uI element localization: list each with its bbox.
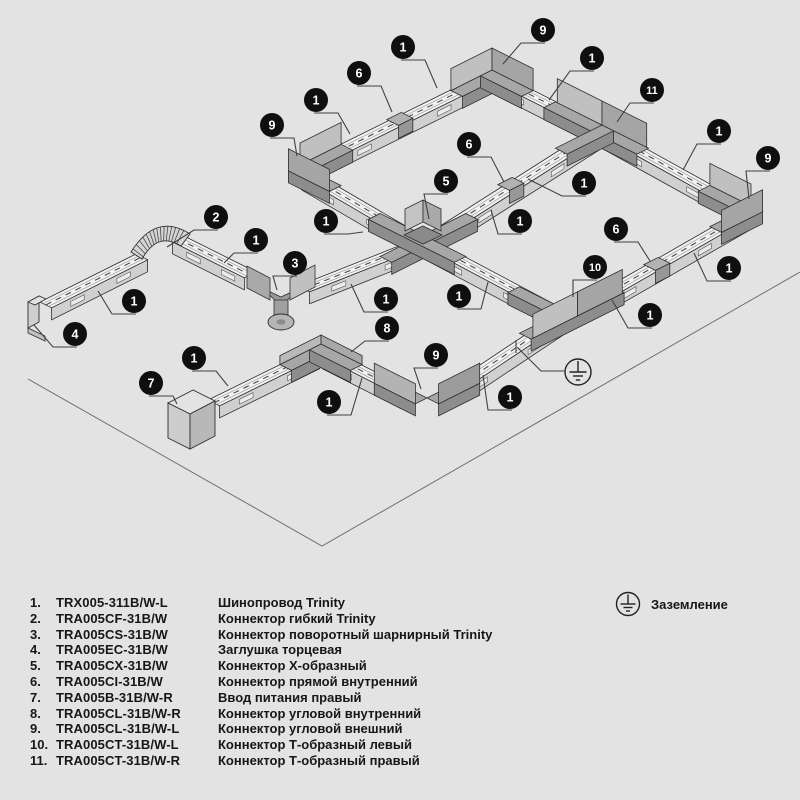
svg-text:1: 1 xyxy=(130,294,138,309)
legend-row xyxy=(30,658,492,674)
callout-balloon-9 xyxy=(531,18,555,42)
legend-item-number: 11. xyxy=(30,752,48,768)
callout-balloon-1 xyxy=(717,256,741,280)
legend-item-code: TRA005CT-31B/W-R xyxy=(56,752,181,768)
callout-balloon-1 xyxy=(498,385,522,409)
callout-balloon-6 xyxy=(347,61,371,85)
legend-item-number: 3. xyxy=(30,626,41,642)
callout-balloon-1 xyxy=(122,289,146,313)
legend-row xyxy=(30,721,492,737)
legend-item-desc: Заглушка торцевая xyxy=(218,642,342,658)
legend-item-number: 7. xyxy=(30,689,41,705)
legend-item-code: TRA005CL-31B/W-L xyxy=(56,721,180,737)
svg-text:6: 6 xyxy=(355,66,363,81)
legend-row xyxy=(30,642,492,658)
svg-text:7: 7 xyxy=(147,376,155,391)
callout-balloon-11 xyxy=(640,78,664,102)
legend-item-code: TRA005B-31B/W-R xyxy=(56,689,173,705)
legend-item-desc: Шинопровод Trinity xyxy=(218,595,346,610)
svg-text:1: 1 xyxy=(516,214,524,229)
connector-plate xyxy=(247,266,270,300)
legend-row xyxy=(30,737,492,753)
legend-item-code: TRX005-311B/W-L xyxy=(56,595,168,610)
callout-balloon-1 xyxy=(572,171,596,195)
swivel-pivot xyxy=(277,319,286,325)
legend-row xyxy=(30,595,492,611)
legend-item-desc: Коннектор угловой внутренний xyxy=(218,705,422,721)
svg-text:9: 9 xyxy=(268,118,276,133)
callout-balloon-7 xyxy=(139,371,163,395)
callout-leader xyxy=(357,86,392,112)
callout-balloon-1 xyxy=(374,287,398,311)
svg-text:1: 1 xyxy=(588,51,596,66)
svg-text:1: 1 xyxy=(312,93,320,108)
callout-leader xyxy=(351,341,389,352)
callout-balloon-10 xyxy=(583,255,607,279)
legend-row xyxy=(30,627,492,643)
legend-item-number: 2. xyxy=(30,610,41,626)
svg-text:10: 10 xyxy=(588,262,602,275)
legend-item-number: 6. xyxy=(30,673,41,689)
legend-item-code: TRA005CX-31B/W xyxy=(56,658,168,674)
legend-row xyxy=(30,690,492,706)
svg-text:1: 1 xyxy=(190,351,198,366)
callout-balloon-9 xyxy=(260,113,284,137)
legend-item-code: TRA005CS-31B/W xyxy=(56,626,168,642)
callout-balloon-9 xyxy=(756,146,780,170)
callout-leader xyxy=(401,60,437,88)
svg-text:1: 1 xyxy=(382,292,390,307)
ground-legend-label: Заземление xyxy=(651,596,728,612)
svg-text:1: 1 xyxy=(252,233,260,248)
legend-item-desc: Коннектор поворотный шарнирный Trinity xyxy=(218,626,493,642)
svg-text:3: 3 xyxy=(291,256,299,271)
legend-item-code: TRA005CL-31B/W-R xyxy=(56,705,181,721)
callout-balloon-6 xyxy=(604,217,628,241)
callout-leader xyxy=(192,371,228,386)
svg-text:8: 8 xyxy=(383,321,391,336)
callout-balloon-1 xyxy=(304,88,328,112)
callout-balloon-1 xyxy=(638,303,662,327)
legend-item-desc: Коннектор прямой внутренний xyxy=(218,673,418,689)
parts-legend xyxy=(30,595,492,769)
callout-balloon-1 xyxy=(317,390,341,414)
svg-text:5: 5 xyxy=(442,174,450,189)
svg-text:1: 1 xyxy=(399,40,407,55)
legend-item-number: 5. xyxy=(30,658,41,674)
legend-item-number: 9. xyxy=(30,721,41,737)
legend-item-code: TRA005CI-31B/W xyxy=(56,673,163,689)
legend-item-desc: Ввод питания правый xyxy=(218,689,362,705)
ground-legend xyxy=(615,591,728,617)
svg-text:9: 9 xyxy=(432,348,440,363)
callout-balloon-1 xyxy=(182,346,206,370)
svg-text:1: 1 xyxy=(715,124,723,139)
legend-item-desc: Коннектор угловой внешний xyxy=(218,721,403,737)
callout-balloon-1 xyxy=(244,228,268,252)
callout-balloon-1 xyxy=(447,284,471,308)
callout-leader xyxy=(467,157,504,182)
legend-row xyxy=(30,674,492,690)
legend-row xyxy=(30,611,492,627)
svg-text:9: 9 xyxy=(764,151,772,166)
callout-balloon-3 xyxy=(283,251,307,275)
legend-item-code: TRA005CT-31B/W-L xyxy=(56,737,179,753)
callout-balloon-2 xyxy=(204,205,228,229)
callout-balloon-1 xyxy=(580,46,604,70)
callout-balloon-9 xyxy=(424,343,448,367)
callout-balloon-4 xyxy=(63,322,87,346)
callout-leader xyxy=(614,242,650,261)
callout-balloon-5 xyxy=(434,169,458,193)
callout-balloon-1 xyxy=(391,35,415,59)
callout-balloon-1 xyxy=(707,119,731,143)
callout-leader xyxy=(414,368,438,389)
callout-balloon-1 xyxy=(314,209,338,233)
ground-symbol xyxy=(565,359,591,385)
svg-text:6: 6 xyxy=(612,222,620,237)
legend-item-desc: Коннектор Т-образный левый xyxy=(218,737,412,753)
legend-item-desc: Коннектор Т-образный правый xyxy=(218,752,420,768)
legend-item-desc: Коннектор X-образный xyxy=(218,658,367,674)
legend-item-code: TRA005EC-31B/W xyxy=(56,642,168,658)
connector-plate xyxy=(405,200,423,231)
legend-item-number: 4. xyxy=(30,642,41,658)
callout-balloon-1 xyxy=(508,209,532,233)
svg-text:1: 1 xyxy=(322,214,330,229)
svg-text:1: 1 xyxy=(325,395,333,410)
svg-text:2: 2 xyxy=(212,210,220,225)
svg-text:1: 1 xyxy=(506,390,514,405)
svg-text:9: 9 xyxy=(539,23,547,38)
legend-item-number: 8. xyxy=(30,705,41,721)
svg-text:11: 11 xyxy=(646,85,658,98)
legend-item-code: TRA005CF-31B/W xyxy=(56,610,168,626)
svg-text:1: 1 xyxy=(580,176,588,191)
callout-balloon-8 xyxy=(375,316,399,340)
callout-balloon-6 xyxy=(457,132,481,156)
legend-item-number: 10. xyxy=(30,737,49,753)
svg-text:1: 1 xyxy=(646,308,654,323)
ground-icon xyxy=(615,591,641,617)
legend-row xyxy=(30,706,492,722)
svg-text:6: 6 xyxy=(465,137,473,152)
svg-text:4: 4 xyxy=(71,327,79,342)
svg-text:1: 1 xyxy=(725,261,733,276)
svg-text:1: 1 xyxy=(455,289,463,304)
legend-row xyxy=(30,753,492,769)
legend-item-number: 1. xyxy=(30,595,41,610)
legend-item-desc: Коннектор гибкий Trinity xyxy=(218,610,376,626)
